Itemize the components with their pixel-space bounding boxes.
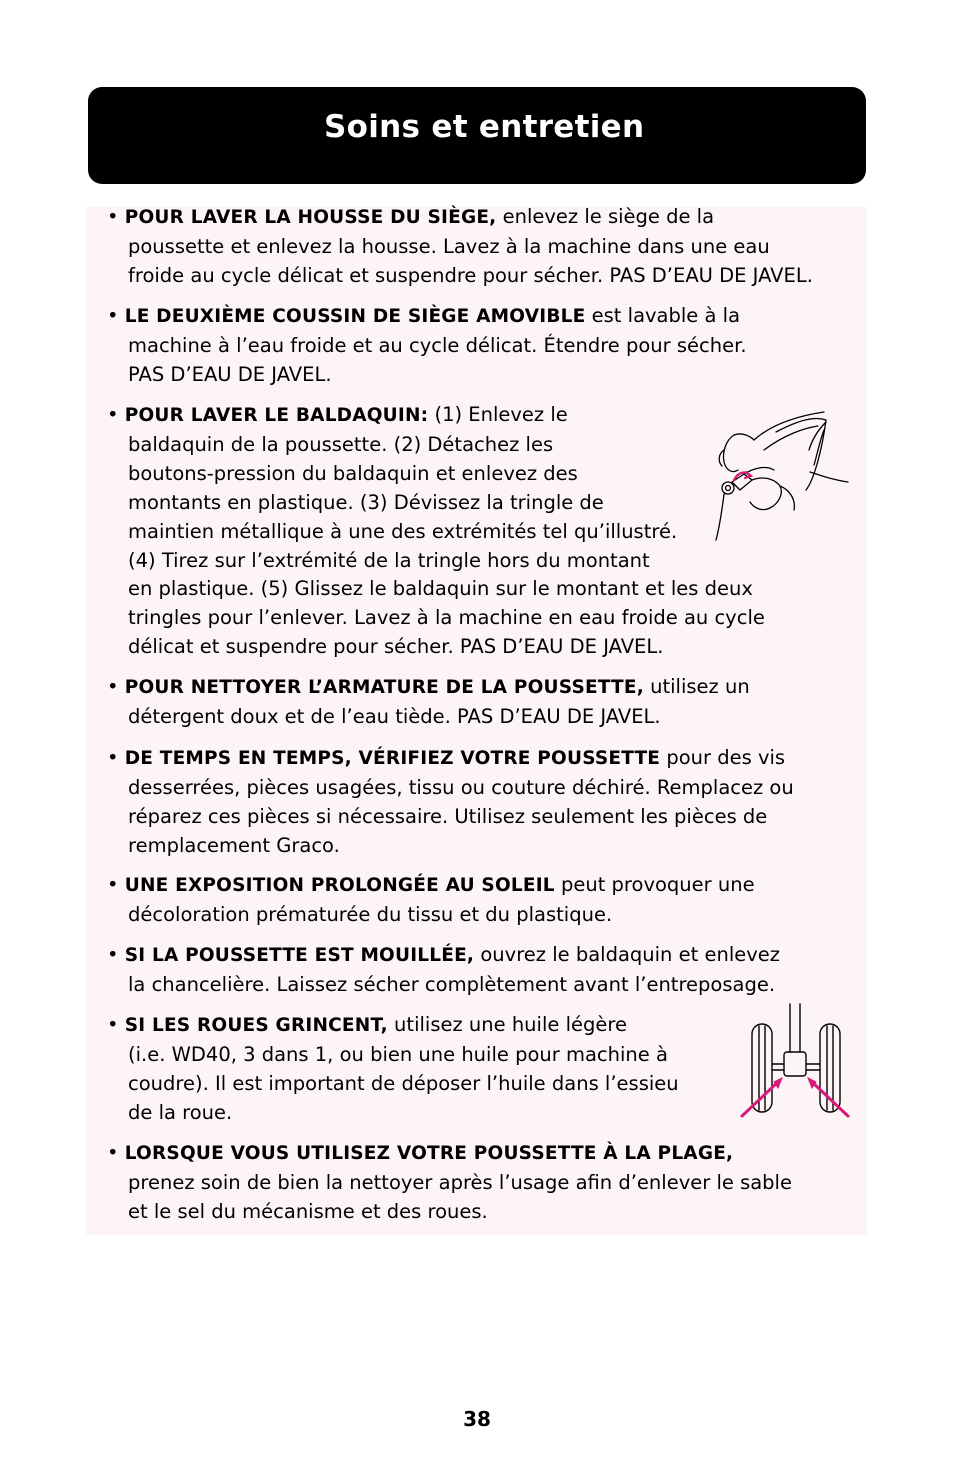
item-text: machine à l’eau froide et au cycle délicat. Étendre pour sécher. (128, 333, 747, 357)
item-text: tringles pour l’enlever. Lavez à la machine en eau froide au cycle (128, 606, 765, 630)
bullet: • (107, 675, 119, 698)
item-text: de la roue. (128, 1100, 233, 1124)
bullet: • (107, 873, 119, 896)
item-heading: SI LES ROUES GRINCENT, (124, 1015, 388, 1036)
list-item-check-stroller (107, 744, 794, 861)
item-heading: SI LA POUSSETTE EST MOUILLÉE, (124, 945, 475, 966)
bullet: • (107, 1141, 119, 1164)
item-text: froide au cycle délicat et suspendre pour sécher. PAS D’EAU DE JAVEL. (128, 263, 813, 287)
item-text: et le sel du mécanisme et des roues. (128, 1199, 488, 1223)
item-text: utilisez une huile légère (387, 1013, 627, 1036)
item-text: boutons-pression du baldaquin et enlevez des (128, 461, 578, 485)
item-text: montants en plastique. (3) Dévissez la tringle de (128, 490, 604, 514)
bullet: • (107, 403, 119, 426)
wheel-oil-illustration (738, 1002, 853, 1122)
item-text: PAS D’EAU DE JAVEL. (128, 362, 332, 386)
item-text: en plastique. (5) Glissez le baldaquin sur le montant et les deux (128, 577, 753, 601)
item-text: ouvrez le baldaquin et enlevez (474, 943, 781, 966)
page-title: Soins et entretien (324, 109, 645, 145)
item-text: réparez ces pièces si nécessaire. Utilisez seulement les pièces de (128, 804, 768, 828)
item-heading: POUR NETTOYER L’ARMATURE DE LA POUSSETTE, (124, 677, 644, 698)
canopy-rod-illustration (714, 410, 854, 545)
item-text: (i.e. WD40, 3 dans 1, ou bien une huile pour machine à (128, 1042, 668, 1066)
item-heading: UNE EXPOSITION PROLONGÉE AU SOLEIL (124, 875, 555, 896)
list-item-beach (107, 1139, 792, 1227)
item-text: enlevez le siège de la (496, 205, 715, 228)
item-heading: POUR LAVER LE BALDAQUIN: (124, 405, 429, 426)
item-text: décoloration prématurée du tissu et du plastique. (128, 902, 613, 926)
item-text: la chancelière. Laissez sécher complètement avant l’entreposage. (128, 972, 776, 996)
item-text: délicat et suspendre pour sécher. PAS D’EAU DE JAVEL. (128, 635, 664, 659)
list-item-seat-cover (107, 203, 813, 291)
item-text: est lavable à la (585, 304, 741, 327)
item-heading: DE TEMPS EN TEMPS, VÉRIFIEZ VOTRE POUSSETTE (124, 748, 661, 769)
item-heading: LE DEUXIÈME COUSSIN DE SIÈGE AMOVIBLE (124, 306, 586, 327)
page-number: 38 (463, 1407, 491, 1431)
item-text: desserrées, pièces usagées, tissu ou couture déchiré. Remplacez ou (128, 775, 794, 799)
item-text: détergent doux et de l’eau tiède. PAS D’EAU DE JAVEL. (128, 704, 661, 728)
item-text: remplacement Graco. (128, 833, 340, 857)
item-text: coudre). Il est important de déposer l’huile dans l’essieu (128, 1071, 679, 1095)
title-banner (88, 87, 866, 184)
bullet: • (107, 1013, 119, 1036)
item-heading: POUR LAVER LA HOUSSE DU SIÈGE, (124, 207, 497, 228)
item-text: utilisez un (643, 675, 750, 698)
list-item-squeaky-wheels (107, 1011, 679, 1128)
item-text: prenez soin de bien la nettoyer après l’usage afin d’enlever le sable (128, 1170, 792, 1194)
bullet: • (107, 304, 119, 327)
list-item-wet-stroller (107, 941, 780, 1000)
list-item-frame (107, 673, 750, 732)
item-heading: LORSQUE VOUS UTILISEZ VOTRE POUSSETTE À LA PLAGE, (124, 1143, 734, 1164)
item-text: maintien métallique à une des extrémités tel qu’illustré. (128, 519, 678, 543)
care-instructions (86, 207, 867, 1235)
item-text: (4) Tirez sur l’extrémité de la tringle hors du montant (128, 548, 650, 572)
item-text: poussette et enlevez la housse. Lavez à la machine dans une eau (128, 234, 770, 258)
list-item-seat-cushion (107, 302, 747, 390)
item-text: peut provoquer une (554, 873, 755, 896)
bullet: • (107, 746, 119, 769)
list-item-sun-exposure (107, 871, 755, 930)
item-text: (1) Enlevez le (428, 403, 568, 426)
item-text: pour des vis (660, 746, 786, 769)
item-text: baldaquin de la poussette. (2) Détachez les (128, 432, 554, 456)
bullet: • (107, 943, 119, 966)
list-item-canopy (107, 401, 765, 662)
bullet: • (107, 205, 119, 228)
